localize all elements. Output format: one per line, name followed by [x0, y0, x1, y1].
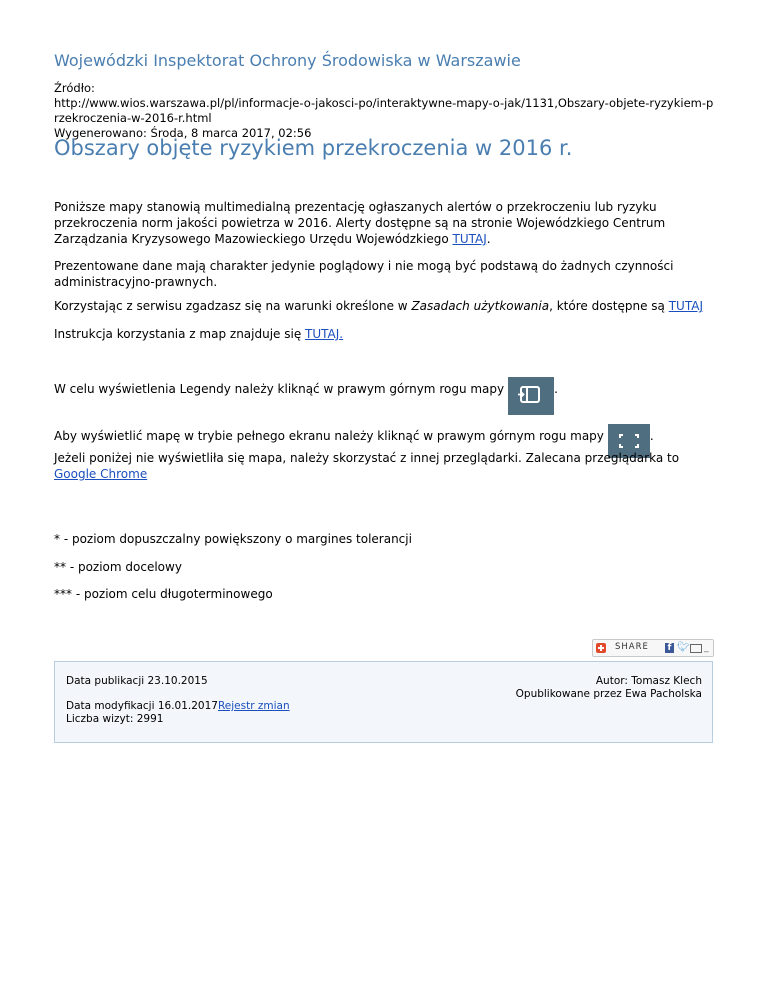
twitter-icon[interactable]: 🐦︎	[677, 642, 690, 653]
instructions-link[interactable]: TUTAJ.	[305, 327, 344, 341]
mail-icon[interactable]	[690, 644, 702, 653]
metadata-footer	[54, 661, 713, 743]
visit-count: Liczba wizyt: 2991	[66, 713, 164, 725]
modification-date	[66, 700, 290, 713]
terms-text: Korzystając z serwisu zgadzasz się na warunki określone w	[54, 299, 412, 313]
terms-link[interactable]: TUTAJ	[668, 299, 703, 313]
intro-end: .	[486, 232, 491, 246]
author-name: Autor: Tomasz Klech	[595, 675, 702, 687]
terms-emphasis: Zasadach użytkowania	[411, 299, 550, 313]
source-label: Źródło:	[54, 81, 95, 95]
facebook-icon[interactable]: f	[665, 643, 674, 653]
intro-text: Poniższe mapy stanowią multimedialną prezentację ogłaszanych alertów o przekroczeniu lub ryzyku przekroczenia norm jakości powietrza w 2016. Alerty dostępne są na stronie Wojewódzkiego Centrum Zarządzania Kryzysowego Mazowieckiego Urzędu Wojewódzkiego	[54, 200, 666, 246]
fullscreen-text: Aby wyświetlić mapę w trybie pełnego ekranu należy kliknąć w prawym górnym rogu mapy	[54, 429, 604, 443]
fullscreen-end: .	[649, 429, 654, 443]
chrome-link[interactable]: Google Chrome	[54, 467, 148, 481]
instructions-paragraph	[54, 326, 718, 342]
note-level-2: ** - poziom docelowy	[54, 560, 182, 574]
published-by: Opublikowane przez Ewa Pacholska	[515, 688, 702, 700]
share-label: SHARE	[615, 642, 649, 652]
source-info	[54, 81, 718, 141]
terms-text-2: , które dostępne są	[549, 299, 669, 313]
modification-text: Data modyfikacji 16.01.2017	[66, 700, 218, 712]
disclaimer-paragraph: Prezentowane dane mają charakter jedynie poglądowy i nie mogą być podstawą do żadnych czynności administracyjno-prawnych.	[54, 259, 674, 289]
legend-end: .	[554, 382, 558, 396]
changelog-link[interactable]: Rejestr zmian	[217, 700, 290, 712]
legend-paragraph	[54, 377, 558, 415]
page-heading: Obszary objęte ryzykiem przekroczenia w 2016 r.	[54, 136, 573, 160]
addthis-plus-icon	[596, 643, 606, 653]
site-title: Wojewódzki Inspektorat Ochrony Środowiska w Warszawie	[54, 51, 521, 70]
alerts-link[interactable]: TUTAJ	[452, 232, 487, 246]
note-level-1: * - poziom dopuszczalny powiększony o margines tolerancji	[54, 532, 412, 546]
share-button[interactable]	[592, 639, 714, 657]
author-info	[516, 675, 702, 701]
browser-paragraph	[54, 450, 718, 482]
legend-text: W celu wyświetlenia Legendy należy kliknąć w prawym górnym rogu mapy	[54, 382, 505, 396]
more-icon[interactable]: _	[704, 643, 709, 653]
legend-toggle-icon	[508, 377, 554, 415]
instructions-text: Instrukcja korzystania z map znajduje się	[54, 327, 306, 341]
terms-paragraph	[54, 298, 718, 314]
note-level-3: *** - poziom celu długoterminowego	[54, 587, 273, 601]
publication-date: Data publikacji 23.10.2015	[66, 675, 208, 687]
source-url: http://www.wios.warszawa.pl/pl/informacje-o-jakosci-po/interaktywne-mapy-o-jak/1131,Obszary-objete-ryzykiem-przekroczenia-w-2016-r.html	[54, 96, 714, 125]
generated-date: Wygenerowano: Środa, 8 marca 2017, 02:56	[54, 126, 312, 140]
browser-text: Jeżeli poniżej nie wyświetliła się mapa, należy skorzystać z innej przeglądarki. Zalecana przeglądarka to	[54, 451, 680, 465]
intro-paragraph	[54, 199, 718, 247]
